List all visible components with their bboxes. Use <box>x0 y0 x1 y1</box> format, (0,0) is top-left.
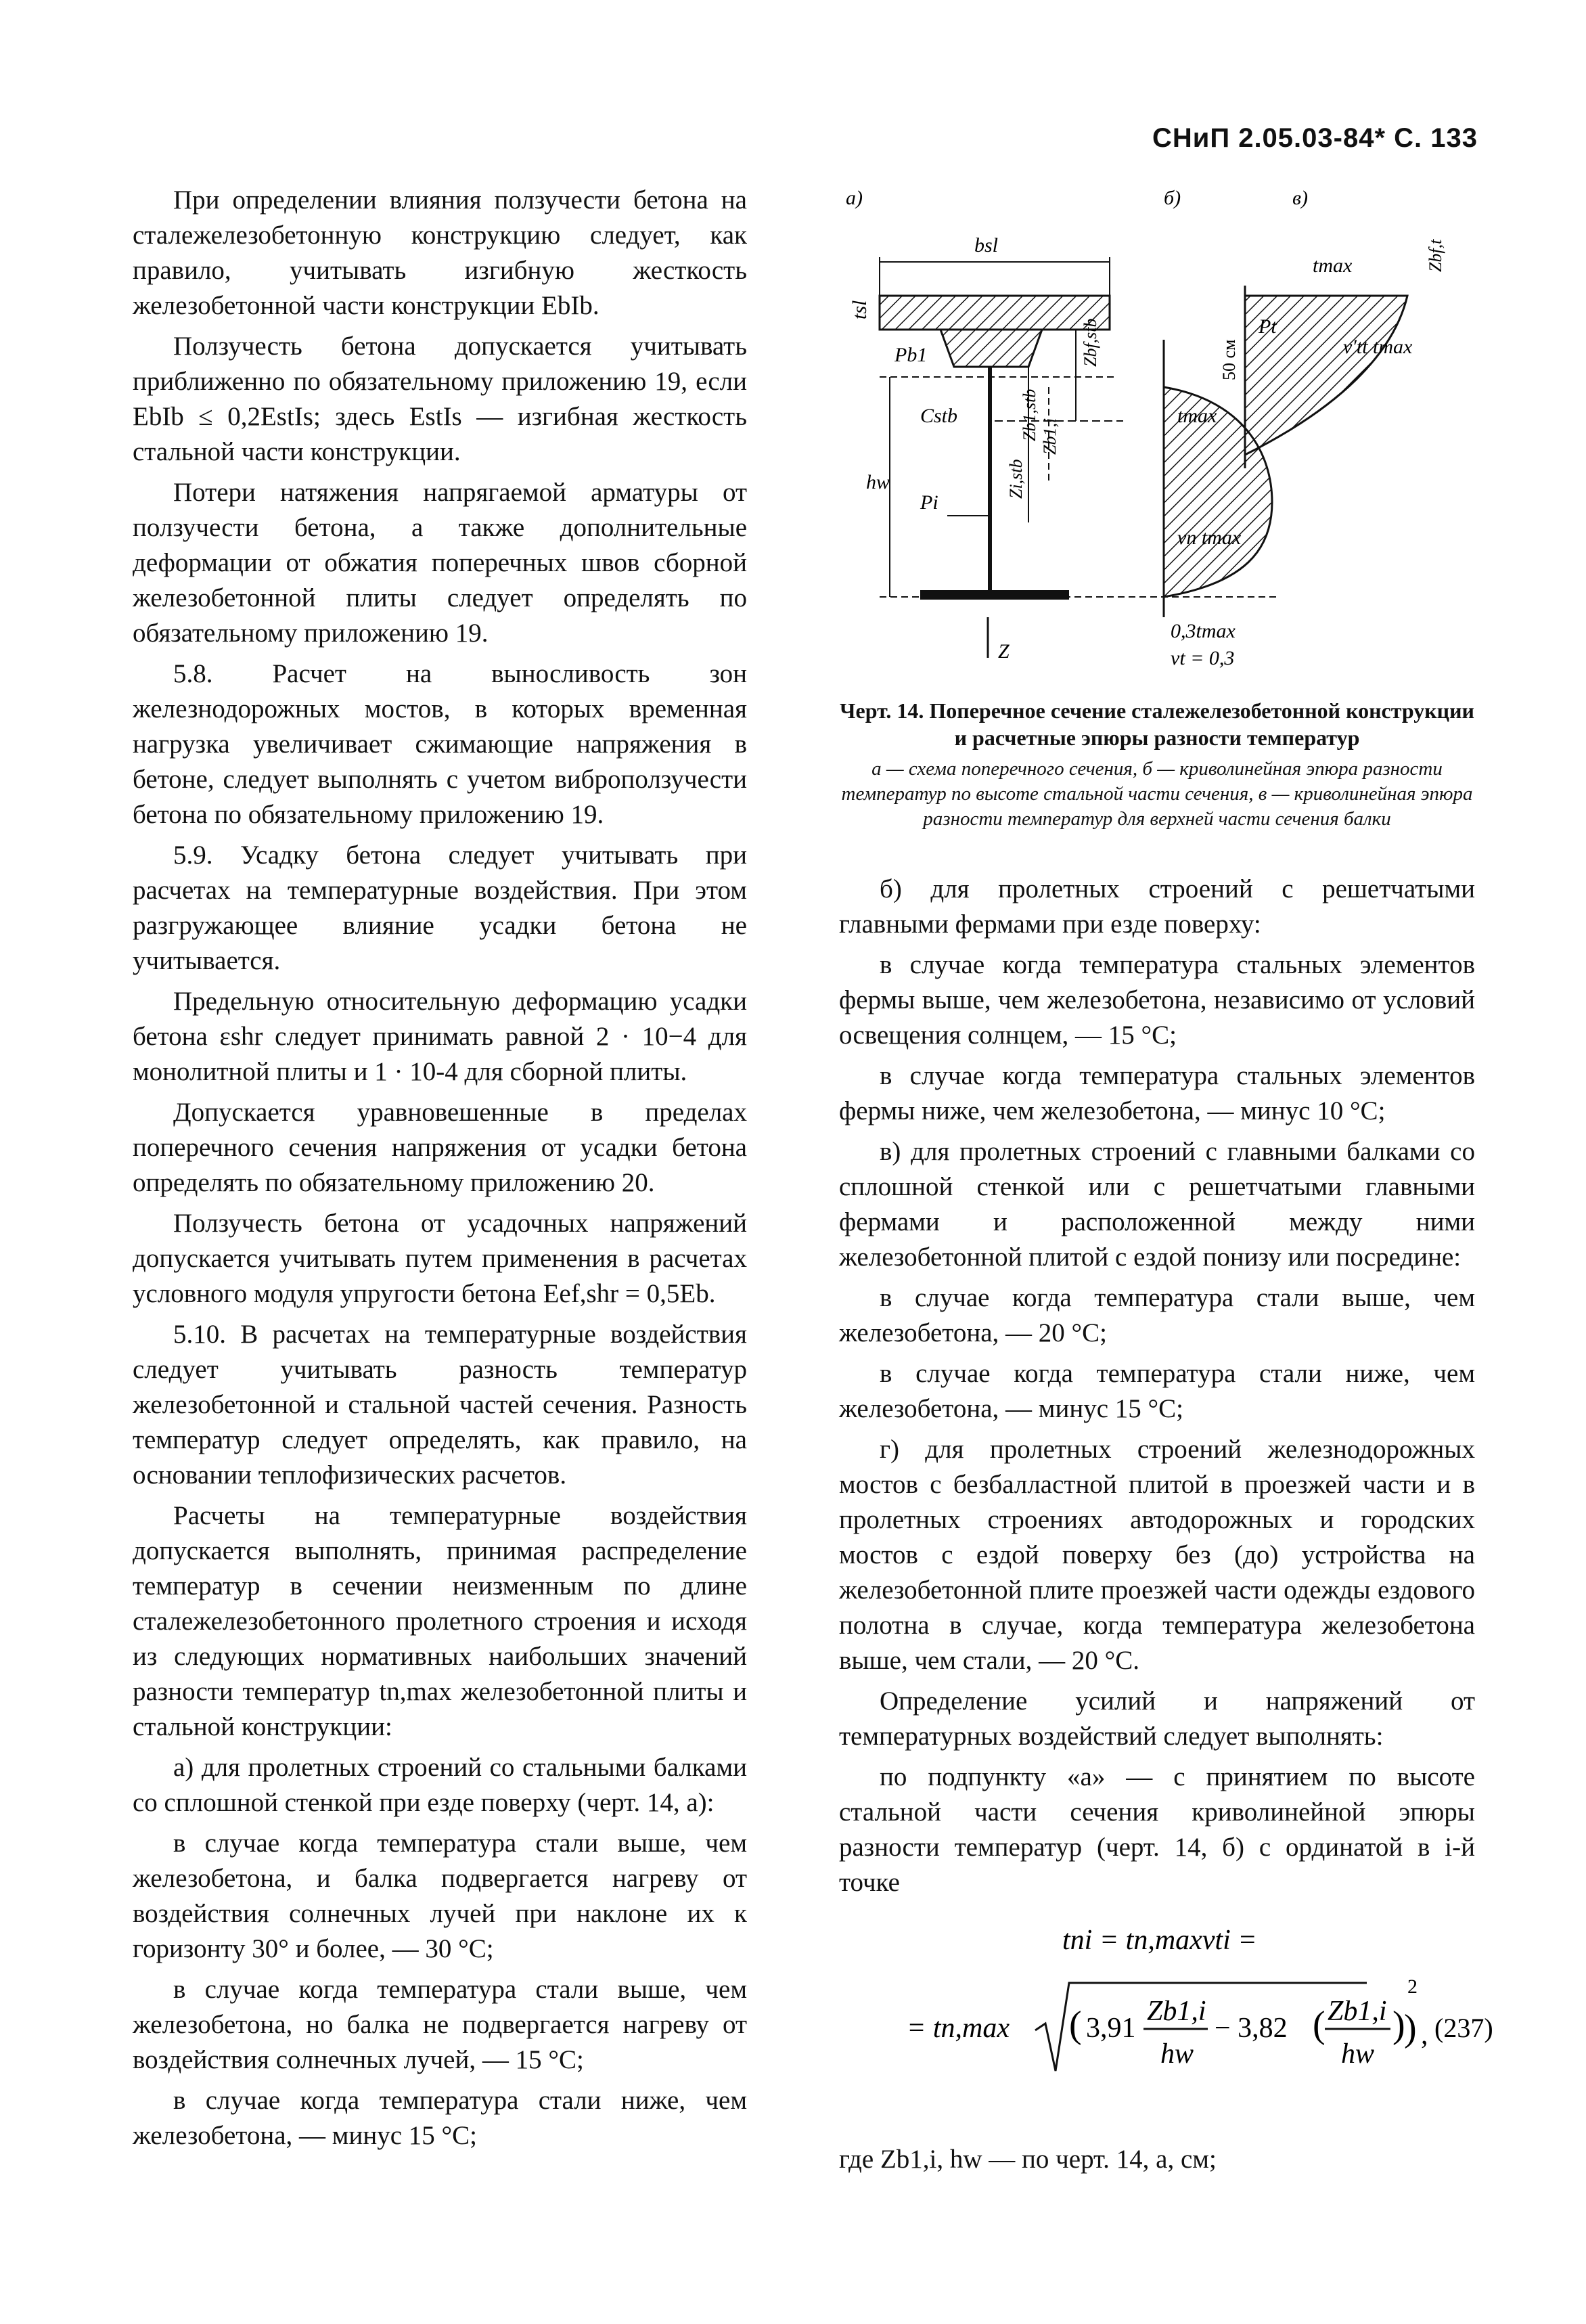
exponent: 2 <box>1407 1975 1418 1998</box>
label-a: а) <box>846 187 863 209</box>
formula-svg <box>839 1908 1493 2111</box>
label-v: в) <box>1292 187 1309 209</box>
where-clause: где Zb1,i, hw — по черт. 14, а, см; <box>839 2145 1217 2174</box>
paragraph: б) для пролетных строений с решетчатыми главными фермами при езде поверху: <box>839 874 1475 939</box>
formula-number: (237) <box>1434 2013 1493 2043</box>
frac2-den: hw <box>1341 2038 1375 2070</box>
paren-close: ) <box>1404 2007 1417 2049</box>
paragraph: в случае когда температура стали выше, чем железобетона, и балка подвергается нагреву от воздействия солнечных лучей при наклоне их к горизонту 30° и более, — 30 °С; <box>133 1829 747 1963</box>
paragraph: в) для пролетных строений с главными балками со сплошной стенкой или с решетчатыми главными фермами и расположенной между ними железобетонной плитой с ездой понизу или посредине: <box>839 1137 1475 1272</box>
right-column <box>839 872 1475 1906</box>
paragraph: в случае когда температура стали ниже, чем железобетона, — минус 15 °С; <box>839 1359 1475 1423</box>
paragraph: Потери натяжения напрягаемой арматуры от ползучести бетона, а также дополнительные деформации от обжатия поперечных швов сборной железобетонной плиты следует определять по обязательному приложению 19. <box>133 478 747 648</box>
formula-tail: , <box>1421 2019 1428 2051</box>
coef-1: 3,91 <box>1086 2013 1136 2044</box>
paragraph: в случае когда температура стали выше, чем железобетона, но балка не подвергается нагреву от воздействия солнечных лучей, — 15 °С; <box>133 1975 747 2074</box>
formula-237 <box>839 1908 1493 2111</box>
paragraph: Ползучесть бетона от усадочных напряжений допускается учитывать путем применения в расчетах условного модуля упругости бетона Eef,shr = 0,5Eb. <box>133 1209 747 1308</box>
inner-paren-close: ) <box>1392 2004 1405 2046</box>
paren-open: ( <box>1069 2004 1082 2046</box>
paragraph: в случае когда температура стали выше, чем железобетона, — 20 °С; <box>839 1283 1475 1347</box>
coef-2: − 3,82 <box>1215 2013 1288 2044</box>
vntmax-label: vn tmax <box>1177 527 1242 549</box>
vt-tmax-label: v′tt tmax <box>1343 336 1413 358</box>
paragraph: в случае когда температура стали ниже, чем железобетона, — минус 15 °С; <box>133 2086 747 2150</box>
paragraph: по подпункту «а» — с принятием по высоте стальной части сечения криволинейной эпюры разности температур (черт. 14, б) с ординатой в i-й точке <box>839 1762 1475 1897</box>
paragraph: 5.10. В расчетах на температурные воздействия следует учитывать разность температур железобетонной и стальной частей сечения. Разность температур следует определять, как правило, на основании теплофизических расчетов. <box>133 1320 747 1490</box>
bsl-label: bsl <box>974 234 999 256</box>
tsl-label: tsl <box>848 300 871 319</box>
zb1i-label: Zb1,i <box>1040 418 1060 455</box>
paragraph: 5.9. Усадку бетона следует учитывать при расчетах на температурные воздействия. При этом разгружающее влияние усадки бетона не учитывается. <box>133 841 747 975</box>
label-b: б) <box>1164 187 1181 209</box>
inner-paren-open: ( <box>1313 2004 1326 2046</box>
zbft-label: Zbf,t <box>1426 239 1445 272</box>
paragraph: 5.8. Расчет на выносливость зон железнодорожных мостов, в которых временная нагрузка увеличивает сжимающие напряжения в бетоне, следует выполнять с учетом виброползучести бетона по обязательному приложению 19. <box>133 659 747 829</box>
pt-label: Pt <box>1259 315 1277 338</box>
paragraph: Определение усилий и напряжений от температурных воздействий следует выполнять: <box>839 1686 1475 1751</box>
pb1-label: Pb1 <box>894 344 928 366</box>
paragraph: в случае когда температура стальных элементов фермы выше, чем железобетона, независимо от условий освещения солнцем, — 15 °С; <box>839 950 1475 1050</box>
tmax-label-1: tmax <box>1177 405 1217 427</box>
cstb-label: Cstb <box>920 405 958 427</box>
formula-line1: tni = tn,maxvti = <box>1062 1925 1257 1956</box>
paragraph: При определении влияния ползучести бетона на сталежелезобетонную конструкцию следует, как правило, учитывать изгибную жесткость железобетонной части конструкции EbIb. <box>133 185 747 320</box>
steel-web <box>988 367 992 590</box>
page-header: СНиП 2.05.03-84* С. 133 <box>1152 123 1478 153</box>
cross-section-diagram <box>839 184 1475 685</box>
paragraph: Допускается уравновешенные в пределах поперечного сечения напряжения от усадки бетона определять по обязательному приложению 20. <box>133 1098 747 1197</box>
zistb-label: Zi,stb <box>1006 459 1026 499</box>
paragraph: г) для пролетных строений железнодорожных мостов с безбалластной плитой в проезжей части и в пролетных строениях автодорожных и городских мостов с ездой поверху без (до) устройства на железобетонной плите проезжей части одежды ездового полотна в случае, когда температура железобетона выше, чем стали, — 20 °С. <box>839 1435 1475 1675</box>
caption-title: Черт. 14. Поперечное сечение сталежелезобетонной конструкции и расчетные эпюры разности температур <box>840 698 1474 750</box>
zbfstb-label: Zbf,stb <box>1081 318 1100 367</box>
paragraph: Ползучесть бетона допускается учитывать приближенно по обязательному приложению 19, если EbIb ≤ 0,2EstIs; здесь EstIs — изгибная жесткость стальной части конструкции. <box>133 332 747 466</box>
paragraph: Расчеты на температурные воздействия допускается выполнять, принимая распределение температур в сечении неизменным по длине сталежелезобетонного пролетного строения и исходя из следующих нормативных наибольших значений разности температур tn,max железобетонной плиты и стальной конструкции: <box>133 1501 747 1741</box>
left-column <box>133 183 747 2159</box>
frac2-num: Zb1,i <box>1328 1996 1387 2027</box>
figure-caption <box>839 697 1475 832</box>
bottom-label-1: 0,3tmax <box>1171 620 1236 642</box>
hw-label: hw <box>866 471 890 493</box>
concrete-slab <box>880 296 1110 330</box>
slab-haunch <box>941 330 1042 367</box>
frac1-den: hw <box>1160 2038 1194 2070</box>
tmax-label-3: tmax <box>1313 254 1353 277</box>
caption-text: а — схема поперечного сечения, б — криволинейная эпюра разности температур по высоте стальной части сечения, в — криволинейная эпюра разности температур для верхней части сечения балки <box>841 758 1473 830</box>
figure-14 <box>839 184 1475 685</box>
frac1-num: Zb1,i <box>1147 1996 1206 2027</box>
formula-lead: = tn,max <box>907 2013 1010 2044</box>
bottom-label-2: vt = 0,3 <box>1171 647 1235 669</box>
cm50-label: 50 см <box>1219 339 1239 380</box>
z-axis-label: Z <box>998 640 1010 663</box>
paragraph: а) для пролетных строений со стальными балками со сплошной стенкой при езде поверху (черт. 14, а): <box>133 1753 747 1817</box>
bottom-flange <box>920 590 1069 600</box>
paragraph: Предельную относительную деформацию усадки бетона εshr следует принимать равной 2 · 10−4 для монолитной плиты и 1 · 10-4 для сборной плиты. <box>133 987 747 1086</box>
paragraph: в случае когда температура стальных элементов фермы ниже, чем железобетона, — минус 10 °С; <box>839 1061 1475 1125</box>
pi-label: Pi <box>920 491 938 514</box>
zb1stb-label: Zb1,stb <box>1020 388 1039 441</box>
